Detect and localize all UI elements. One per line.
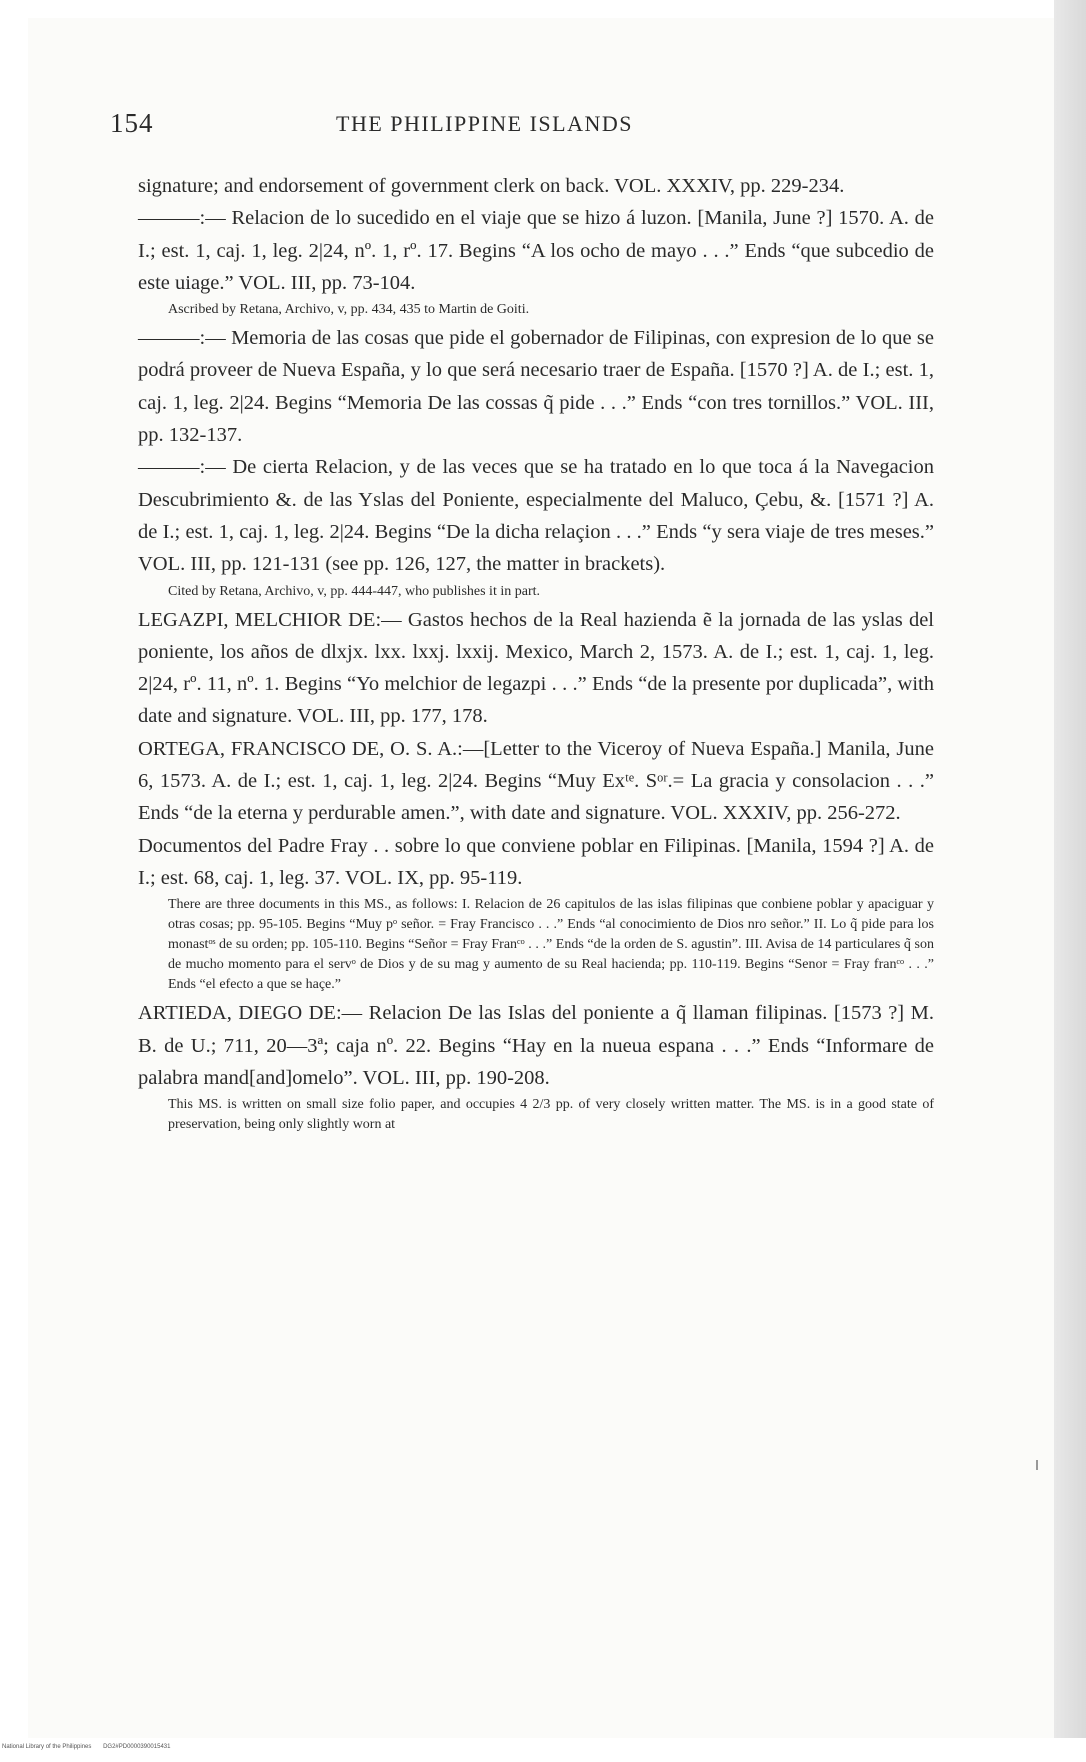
entry-documentos: Documentos del Padre Fray . . sobre lo que conviene poblar en Filipinas. [Manila, 1594 ?] A. de I.; est. 68, caj. 1, leg. 37. VOL. IX, pp. 95-119.	[138, 834, 934, 889]
page-edge-shadow	[1054, 0, 1086, 1762]
entry-cierta-relacion: ———:— De cierta Relacion, y de las veces que se ha tratado en lo que toca á la Navegacion Descubrimiento &. de las Yslas del Poniente, especialmente del Maluco, Çebu, &. [1571 ?] A. de I.; est. 1, caj. 1, leg. 2|24. Begins “De la dicha relaçion . . .” Ends “y sera viaje de tres meses.” VOL. III, pp. 121-131 (see pp. 126, 127, the matter in brackets).	[138, 456, 934, 576]
entry-legazpi: LEGAZPI, MELCHIOR DE:— Gastos hechos de la Real hazienda ẽ la jornada de las yslas del poniente, los años de dlxjx. lxx. lxxj. lxxij. Mexico, March 2, 1573. A. de I.; est. 1, caj. 1, leg. 2|24, rº. 11, nº. 1. Begins “Yo melchior de legazpi . . .” Ends “de la presente por duplicada”, with date and signature. VOL. III, pp. 177, 178.	[138, 608, 934, 728]
note-ascribed: Ascribed by Retana, Archivo, v, pp. 434, 435 to Martin de Goiti.	[168, 302, 530, 318]
note-ms-description: This MS. is written on small size folio paper, and occupies 4 2/3 pp. of very closely written matter. The MS. is in a good state of preservation, being only slightly worn at	[168, 1097, 934, 1133]
note-three-documents: There are three documents in this MS., as follows: I. Relacion de 26 capitulos de las islas filipinas que conbiene poblar y apaciguar y otras cosas; pp. 95-105. Begins “Muy pᵒ señor. = Fray Francisco . . .” Ends “al conocimiento de Dios nro señor.” II. Lo q̃ pide para los monastᵒˢ de su orden; pp. 105-110. Begins “Señor = Fray Franᶜᵒ . . .” Ends “de la orden de S. agustin”. III. Avisa de 14 particulares q̃ son de mucho momento para el servᵒ de Dios y de su mag y aumento de su Real hacienda; pp. 110-119. Begins “Senor = Fray franᶜᵒ . . .” Ends “el efecto a que se haçe.”	[168, 897, 934, 993]
note-cited: Cited by Retana, Archivo, v, pp. 444-447, who publishes it in part.	[168, 583, 540, 599]
page-number: 154	[110, 108, 154, 138]
entry-ortega: ORTEGA, FRANCISCO DE, O. S. A.:—[Letter to the Viceroy of Nueva España.] Manila, June 6, 1573. A. de I.; est. 1, caj. 1, leg. 2|24. Begins “Muy Exᵗᵉ. Sᵒʳ.= La gracia y consolacion . . .” Ends “de la eterna y perdurable amen.”, with date and signature. VOL. XXXIV, pp. 256-272.	[138, 737, 934, 825]
page-margin-left	[0, 0, 28, 1762]
scan-code: DG2#PD0000390015431	[103, 1744, 171, 1750]
scan-bottom-band	[0, 1738, 1086, 1762]
scan-mark	[1036, 1460, 1038, 1470]
page-header	[110, 108, 930, 148]
bibliography-text	[138, 170, 934, 1137]
entry-relacion-luzon: ———:— Relacion de lo sucedido en el viaje que se hizo á luzon. [Manila, June ?] 1570. A. de I.; est. 1, caj. 1, leg. 2|24, nº. 1, rº. 17. Begins “A los ocho de mayo . . .” Ends “que subcedio de este uiage.” VOL. III, pp. 73-104.	[138, 207, 934, 294]
scan-credit	[2, 1744, 180, 1750]
entry-memoria: ———:— Memoria de las cosas que pide el gobernador de Filipinas, con expresion de lo que se podrá proveer de Nueva España, y lo que será necesario traer de España. [1570 ?] A. de I.; est. 1, caj. 1, leg. 2|24. Begins “Memoria De las cossas q̃ pide . . .” Ends “con tres tornillos.” VOL. III, pp. 132-137.	[138, 327, 934, 447]
running-title: THE PHILIPPINE ISLANDS	[336, 111, 633, 136]
entry-artieda: ARTIEDA, DIEGO DE:— Relacion De las Islas del poniente a q̃ llaman filipinas. [1573 ?] M. B. de U.; 711, 20—3ª; caja nº. 22. Begins “Hay en la nueua espana . . .” Ends “Informare de palabra mand[and]omelo”. VOL. III, pp. 190-208.	[138, 1002, 934, 1089]
entry-continuation: signature; and endorsement of government clerk on back. VOL. XXXIV, pp. 229-234.	[138, 175, 845, 197]
library-credit: National Library of the Philippines	[2, 1744, 92, 1750]
